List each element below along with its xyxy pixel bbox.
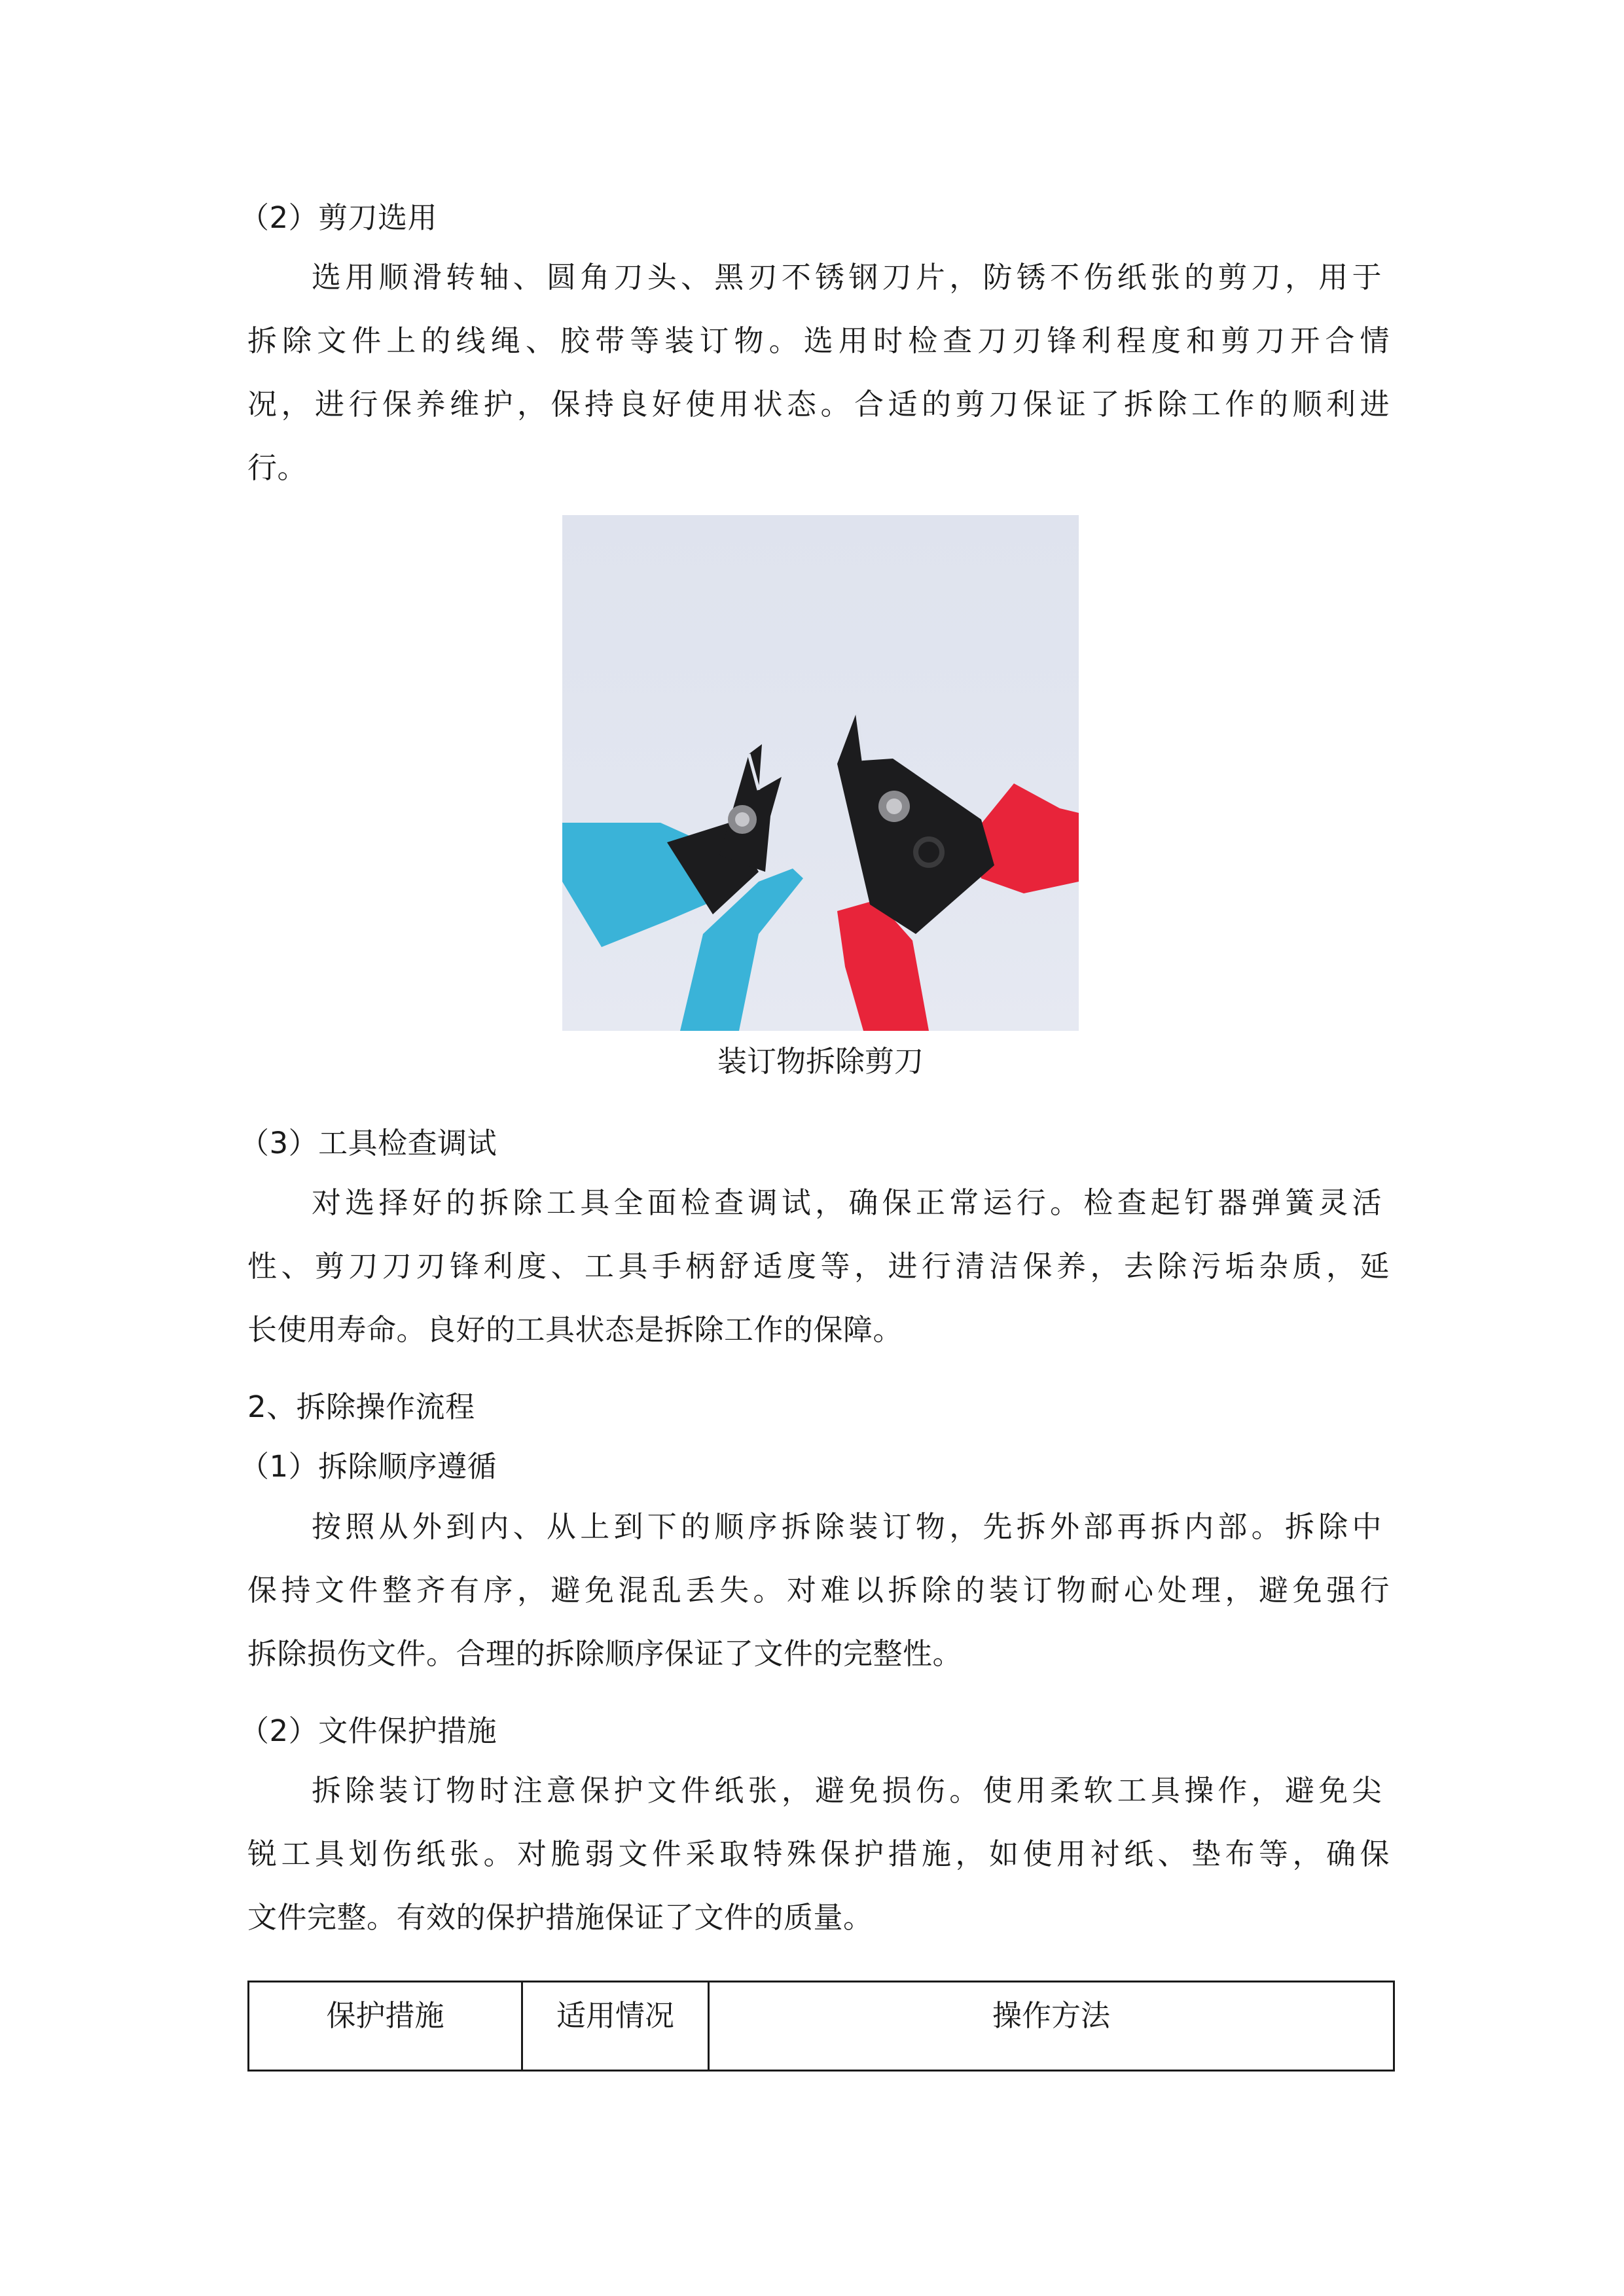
table-header-method: 操作方法 bbox=[709, 1982, 1394, 2071]
protection-measures-table bbox=[247, 1981, 1395, 2072]
figure-caption: 装订物拆除剪刀 bbox=[717, 1044, 924, 1079]
table-header-row bbox=[249, 1982, 1394, 2071]
protection-heading: （2）文件保护措施 bbox=[240, 1713, 497, 1748]
tool-check-line-1: 对选择好的拆除工具全面检查调试，确保正常运行。检查起钉器弹簧灵活 bbox=[312, 1185, 1382, 1220]
scissors-illustration bbox=[562, 515, 1079, 1031]
red-cutter bbox=[837, 711, 1079, 1031]
order-heading: （1）拆除顺序遵循 bbox=[240, 1449, 497, 1484]
protection-line-2: 锐工具划伤纸张。对脆弱文件采取特殊保护措施，如使用衬纸、垫布等，确保 bbox=[247, 1837, 1390, 1871]
scissors-paragraph-line-3: 况，进行保养维护，保持良好使用状态。合适的剪刀保证了拆除工作的顺利进 bbox=[247, 387, 1390, 422]
tool-check-line-2: 性、剪刀刀刃锋利度、工具手柄舒适度等，进行清洁保养，去除污垢杂质，延 bbox=[247, 1249, 1390, 1283]
order-line-3: 拆除损伤文件。合理的拆除顺序保证了文件的完整性。 bbox=[247, 1636, 963, 1671]
protection-line-3: 文件完整。有效的保护措施保证了文件的质量。 bbox=[247, 1900, 873, 1935]
blue-cutter bbox=[562, 744, 803, 1031]
scissors-paragraph-line-2: 拆除文件上的线绳、胶带等装订物。选用时检查刀刃锋利程度和剪刀开合情 bbox=[247, 323, 1390, 358]
process-heading: 2、拆除操作流程 bbox=[247, 1390, 475, 1424]
table-header-situation: 适用情况 bbox=[522, 1982, 709, 2071]
tool-check-heading: （3）工具检查调试 bbox=[240, 1126, 497, 1160]
protection-line-1: 拆除装订物时注意保护文件纸张，避免损伤。使用柔软工具操作，避免尖 bbox=[312, 1773, 1382, 1808]
scissors-heading: （2）剪刀选用 bbox=[240, 200, 438, 235]
order-line-1: 按照从外到内、从上到下的顺序拆除装订物，先拆外部再拆内部。拆除中 bbox=[312, 1509, 1382, 1544]
order-line-2: 保持文件整齐有序，避免混乱丢失。对难以拆除的装订物耐心处理，避免强行 bbox=[247, 1573, 1390, 1607]
red-handle-upper bbox=[971, 783, 1079, 893]
scissors-paragraph-line-1: 选用顺滑转轴、圆角刀头、黑刃不锈钢刀片，防锈不伤纸张的剪刀，用于 bbox=[312, 260, 1382, 295]
table-header-measure: 保护措施 bbox=[249, 1982, 522, 2071]
tool-check-line-3: 长使用寿命。良好的工具状态是拆除工作的保障。 bbox=[247, 1312, 903, 1347]
scissors-photo bbox=[562, 515, 1079, 1031]
scissors-paragraph-line-4: 行。 bbox=[247, 450, 308, 485]
